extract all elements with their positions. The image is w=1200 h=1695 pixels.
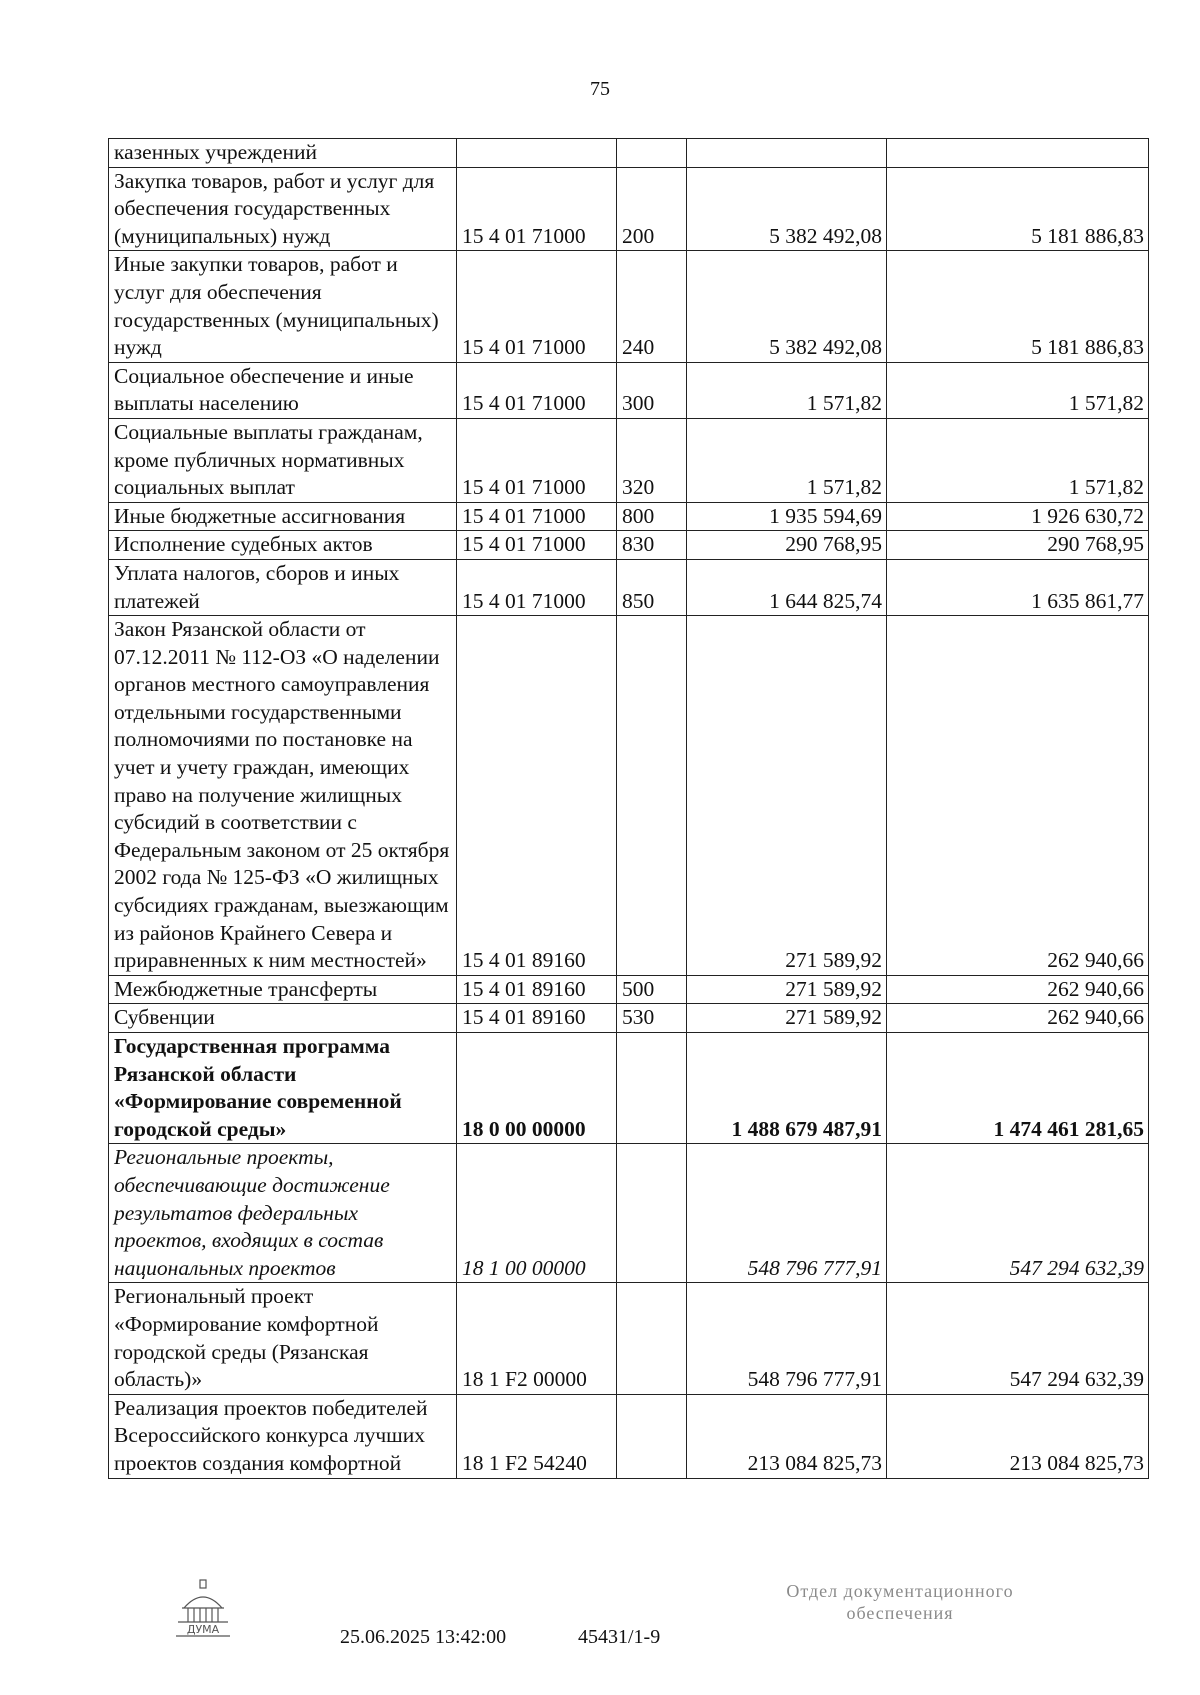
row-sum-2025-cell: 1 571,82: [687, 362, 887, 418]
row-name-cell: Межбюджетные трансферты: [109, 975, 457, 1004]
row-expense-type-cell: [617, 616, 687, 976]
row-name-cell: Закон Рязанской области от 07.12.2011 № 112-ОЗ «О наделении органов местного самоуправления отдельными государственными полномочиями по постановке на учет и учету граждан, имеющих право на получение жилищных субсидий в соответствии с Федеральным законом от 25 октября 2002 года № 125-ФЗ «О жилищных субсидиях гражданам, выезжающим из районов Крайнего Севера и приравненных к ним местностей»: [109, 616, 457, 976]
row-expense-type-cell: 500: [617, 975, 687, 1004]
department-stamp-line1: Отдел документационного: [786, 1581, 1014, 1601]
table-row: [109, 1394, 1149, 1478]
row-code-cell: 15 4 01 71000: [457, 167, 617, 251]
row-sum-2025-cell: 548 796 777,91: [687, 1283, 887, 1394]
duma-logo-text: ДУМА: [186, 1623, 220, 1636]
table-row: [109, 251, 1149, 362]
budget-table: [108, 138, 1149, 1479]
footer-doc-number: 45431/1-9: [578, 1626, 661, 1648]
row-sum-executed-cell: 5 181 886,83: [887, 167, 1149, 251]
table-row: [109, 531, 1149, 560]
row-sum-2025-cell: 1 935 594,69: [687, 502, 887, 531]
row-expense-type-cell: 240: [617, 251, 687, 362]
row-name-cell: Государственная программа Рязанской области «Формирование современной городской среды»: [109, 1033, 457, 1144]
row-name-cell: Социальное обеспечение и иные выплаты населению: [109, 362, 457, 418]
row-code-cell: 15 4 01 71000: [457, 362, 617, 418]
row-sum-executed-cell: 213 084 825,73: [887, 1394, 1149, 1478]
row-expense-type-cell: [617, 1033, 687, 1144]
row-name-cell: Реализация проектов победителей Всероссийского конкурса лучших проектов создания комфортной: [109, 1394, 457, 1478]
row-expense-type-cell: 300: [617, 362, 687, 418]
table-row: [109, 1004, 1149, 1033]
table-row: [109, 139, 1149, 168]
row-expense-type-cell: 320: [617, 418, 687, 502]
row-sum-2025-cell: 271 589,92: [687, 616, 887, 976]
row-name-cell: Иные бюджетные ассигнования: [109, 502, 457, 531]
table-row: [109, 362, 1149, 418]
row-name-cell: Исполнение судебных актов: [109, 531, 457, 560]
row-code-cell: 18 1 F2 54240: [457, 1394, 617, 1478]
row-sum-2025-cell: 271 589,92: [687, 975, 887, 1004]
row-expense-type-cell: [617, 1144, 687, 1283]
budget-table-body: [109, 139, 1149, 1479]
row-sum-executed-cell: 262 940,66: [887, 975, 1149, 1004]
row-sum-2025-cell: 290 768,95: [687, 531, 887, 560]
row-expense-type-cell: [617, 1283, 687, 1394]
duma-logo: [170, 1578, 236, 1645]
row-code-cell: 15 4 01 71000: [457, 531, 617, 560]
table-row: [109, 502, 1149, 531]
row-code-cell: 15 4 01 89160: [457, 975, 617, 1004]
table-row: [109, 167, 1149, 251]
row-sum-2025-cell: 271 589,92: [687, 1004, 887, 1033]
table-row: [109, 559, 1149, 615]
row-sum-2025-cell: 1 488 679 487,91: [687, 1033, 887, 1144]
row-code-cell: 18 1 F2 00000: [457, 1283, 617, 1394]
table-row: [109, 418, 1149, 502]
row-sum-executed-cell: 547 294 632,39: [887, 1144, 1149, 1283]
row-sum-2025-cell: 5 382 492,08: [687, 167, 887, 251]
row-expense-type-cell: [617, 139, 687, 168]
row-code-cell: 15 4 01 71000: [457, 418, 617, 502]
row-expense-type-cell: 850: [617, 559, 687, 615]
row-code-cell: 18 0 00 00000: [457, 1033, 617, 1144]
table-row: [109, 616, 1149, 976]
row-name-cell: Региональные проекты, обеспечивающие достижение результатов федеральных проектов, входящих в состав национальных проектов: [109, 1144, 457, 1283]
row-sum-executed-cell: 262 940,66: [887, 616, 1149, 976]
row-code-cell: 18 1 00 00000: [457, 1144, 617, 1283]
row-sum-2025-cell: 1 644 825,74: [687, 559, 887, 615]
table-row: [109, 1033, 1149, 1144]
row-name-cell: казенных учреждений: [109, 139, 457, 168]
row-name-cell: Социальные выплаты гражданам, кроме публичных нормативных социальных выплат: [109, 418, 457, 502]
department-stamp: [755, 1580, 1045, 1624]
page-number: 75: [590, 78, 610, 100]
row-sum-executed-cell: 290 768,95: [887, 531, 1149, 560]
row-expense-type-cell: [617, 1394, 687, 1478]
row-name-cell: Субвенции: [109, 1004, 457, 1033]
row-expense-type-cell: 830: [617, 531, 687, 560]
row-sum-executed-cell: 1 635 861,77: [887, 559, 1149, 615]
row-code-cell: 15 4 01 89160: [457, 616, 617, 976]
table-row: [109, 1283, 1149, 1394]
row-name-cell: Иные закупки товаров, работ и услуг для обеспечения государственных (муниципальных) нужд: [109, 251, 457, 362]
row-sum-2025-cell: 1 571,82: [687, 418, 887, 502]
footer-datetime: 25.06.2025 13:42:00: [340, 1626, 507, 1648]
row-expense-type-cell: 800: [617, 502, 687, 531]
row-sum-executed-cell: 1 926 630,72: [887, 502, 1149, 531]
row-code-cell: [457, 139, 617, 168]
row-code-cell: 15 4 01 71000: [457, 559, 617, 615]
row-sum-executed-cell: 262 940,66: [887, 1004, 1149, 1033]
row-name-cell: Уплата налогов, сборов и иных платежей: [109, 559, 457, 615]
row-sum-2025-cell: 213 084 825,73: [687, 1394, 887, 1478]
row-sum-2025-cell: [687, 139, 887, 168]
department-stamp-line2: обеспечения: [846, 1603, 954, 1623]
row-expense-type-cell: 200: [617, 167, 687, 251]
row-sum-executed-cell: 5 181 886,83: [887, 251, 1149, 362]
row-sum-executed-cell: 1 571,82: [887, 418, 1149, 502]
table-row: [109, 1144, 1149, 1283]
row-sum-2025-cell: 548 796 777,91: [687, 1144, 887, 1283]
row-sum-executed-cell: 547 294 632,39: [887, 1283, 1149, 1394]
row-code-cell: 15 4 01 71000: [457, 251, 617, 362]
row-expense-type-cell: 530: [617, 1004, 687, 1033]
table-row: [109, 975, 1149, 1004]
row-name-cell: Закупка товаров, работ и услуг для обеспечения государственных (муниципальных) нужд: [109, 167, 457, 251]
row-sum-2025-cell: 5 382 492,08: [687, 251, 887, 362]
row-name-cell: Региональный проект «Формирование комфортной городской среды (Рязанская область)»: [109, 1283, 457, 1394]
row-code-cell: 15 4 01 71000: [457, 502, 617, 531]
row-sum-executed-cell: 1 474 461 281,65: [887, 1033, 1149, 1144]
row-code-cell: 15 4 01 89160: [457, 1004, 617, 1033]
row-sum-executed-cell: [887, 139, 1149, 168]
row-sum-executed-cell: 1 571,82: [887, 362, 1149, 418]
